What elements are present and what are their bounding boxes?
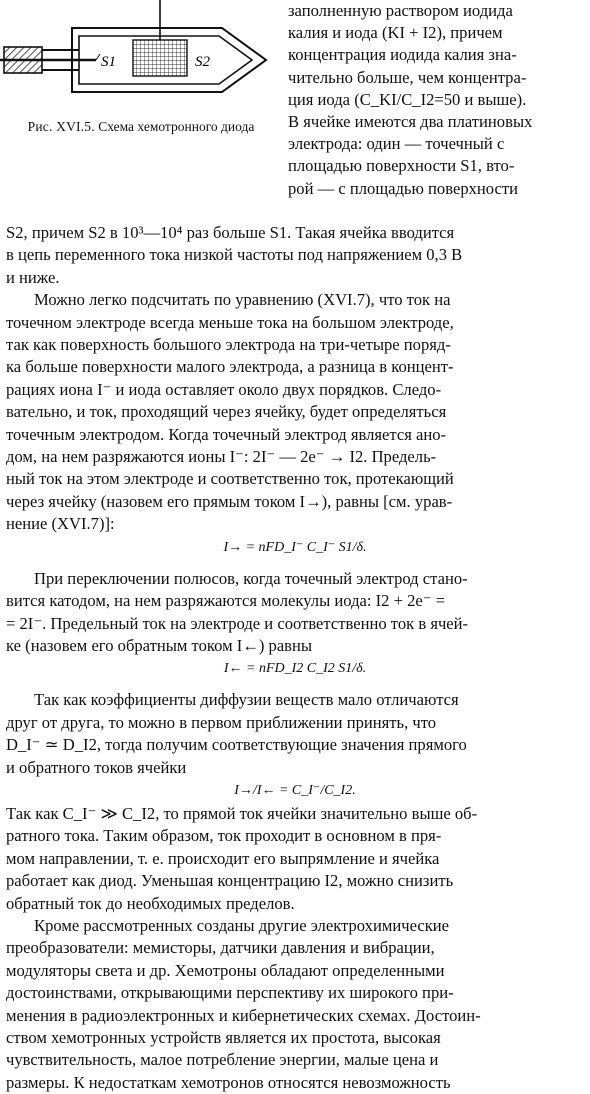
- label-s2: S2: [195, 54, 210, 70]
- text-line: калия и иода (KI + I2), причем: [288, 23, 503, 43]
- text-line: Можно легко подсчитать по уравнению (XVI.7), что ток на: [34, 290, 451, 310]
- text-line: так как поверхность большого электрода на три-четыре поряд-: [6, 335, 451, 355]
- text-line: ратного тока. Таким образом, ток проходит в основном в пря-: [6, 826, 442, 846]
- formula: I→/I← = C_I⁻/C_I2.: [234, 782, 356, 798]
- label-s1: S1: [101, 54, 116, 70]
- main-body-text: [6, 222, 584, 1094]
- formula: I← = nFD_I2 C_I2 S1/δ.: [223, 661, 367, 677]
- text-line: друг от друга, то можно в первом приближении принять, что: [6, 712, 437, 732]
- text-line: = 2I⁻. Предельный ток на электроде и соответственно ток в ячей-: [6, 613, 469, 633]
- text-line: рой — с площадью поверхности: [288, 178, 518, 198]
- text-line: и обратного токов ячейки: [6, 757, 187, 777]
- text-line: обратный ток до необходимых пределов.: [6, 893, 295, 913]
- text-line: При переключении полюсов, когда точечный электрод стано-: [34, 568, 468, 588]
- text-line: менения в радиоэлектронных и кибернетических схемах. Достоин-: [6, 1005, 481, 1025]
- text-line: преобразователи: мемисторы, датчики давления и вибрации,: [6, 938, 435, 958]
- text-line: концентрация иодида калия зна-: [288, 45, 517, 65]
- paragraph-gap: [6, 560, 584, 568]
- text-line: вательно, и ток, проходящий через ячейку, будет определяться: [6, 402, 447, 422]
- text-line: в цепь переменного тока низкой частоты под напряжением 0,3 В: [6, 245, 463, 265]
- text-line: В ячейке имеются два платиновых: [288, 112, 533, 132]
- text-line: Так как C_I⁻ ≫ C_I2, то прямой ток ячейки значительно выше об-: [6, 803, 478, 823]
- text-line: работает как диод. Уменьшая концентрацию I2, можно снизить: [6, 871, 454, 891]
- text-line: D_I⁻ ≃ D_I2, тогда получим соответствующие значения прямого: [6, 735, 467, 755]
- text-line: ством хемотронных устройств является их простота, высокая: [6, 1028, 441, 1047]
- text-line: S2, причем S2 в 10³—10⁴ раз больше S1. Такая ячейка вводится: [6, 223, 455, 242]
- text-line: чительно больше, чем концентра-: [288, 67, 527, 87]
- text-line: и ниже.: [6, 267, 60, 287]
- text-line: вится катодом, на нем разряжаются молекулы иода: I2 + 2e⁻ =: [6, 591, 446, 611]
- text-line: через ячейку (назовем его прямым током I→), равны [см. урав-: [6, 491, 453, 511]
- text-line: чувствительность, малое потребление энергии, малые цена и: [6, 1050, 439, 1070]
- text-line: мом направлении, т. е. происходит его выпрямление и ячейка: [6, 848, 440, 868]
- text-line: размеры. К недостаткам хемотронов относятся невозможность: [6, 1072, 451, 1092]
- text-line: точечном электроде всегда меньше тока на большом электроде,: [6, 312, 454, 332]
- text-line: рациях иона I⁻ и иода оставляет около двух порядков. Следо-: [6, 379, 442, 399]
- figure-xvi-5: [0, 0, 276, 160]
- paragraph-gap: [6, 681, 584, 689]
- right-column-text: [288, 0, 584, 200]
- large-electrode-s2: [133, 40, 187, 76]
- text-line: дом, на нем разряжаются ионы I⁻: 2I⁻ — 2e⁻ → I2. Предель-: [6, 447, 437, 467]
- text-line: Кроме рассмотренных созданы другие электрохимические: [34, 915, 450, 935]
- text-line: ке (назовем его обратным током I←) равны: [6, 635, 313, 655]
- text-line: ный ток на этом электроде и соответственно ток, протекающий: [6, 469, 454, 489]
- text-line: ция иода (C_KI/C_I2=50 и выше).: [288, 89, 527, 109]
- text-line: заполненную раствором иодида: [288, 1, 513, 20]
- text-line: модуляторы света и др. Хемотроны обладают определенными: [6, 960, 445, 980]
- figure-caption: [8, 118, 274, 135]
- text-line: точечным электродом. Когда точечный электрод является ано-: [6, 424, 447, 444]
- text-line: электрода: один — точечный с: [288, 134, 505, 154]
- text-line: площадью поверхности S1, вто-: [288, 156, 515, 176]
- caption-label: Рис. XVI.5.: [27, 119, 95, 134]
- text-line: нение (XVI.7)]:: [6, 514, 115, 534]
- chemotron-diode-diagram: [0, 0, 276, 118]
- formula: I→ = nFD_I⁻ C_I⁻ S1/δ.: [223, 539, 367, 555]
- text-line: Так как коэффициенты диффузии веществ мало отличаются: [34, 690, 459, 710]
- text-line: ка больше поверхности малого электрода, а разница в концент-: [6, 357, 454, 377]
- caption-text: Схема хемотронного диода: [98, 119, 255, 134]
- text-line: достоинствами, открывающими перспективу их широкого при-: [6, 983, 454, 1003]
